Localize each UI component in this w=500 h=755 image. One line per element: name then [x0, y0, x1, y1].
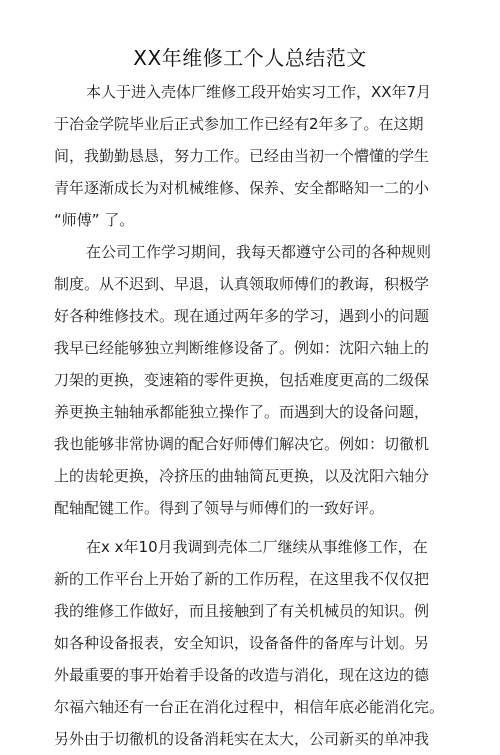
paragraph-3-line-3: 我的维修工作做好，而且接触到了有关机械员的知识。例	[54, 602, 430, 620]
paragraph-2-line-8: 上的齿轮更换，冷挤压的曲轴简瓦更换，以及沈阳六轴分	[54, 467, 430, 485]
paragraph-2-line-1: 在公司工作学习期间，我每天都遵守公司的各种规则	[86, 243, 432, 261]
paragraph-2-line-3: 好各种维修技术。现在通过两年多的学习，遇到小的问题	[54, 307, 430, 325]
paragraph-1-line-5: “师傅” 了。	[54, 211, 135, 229]
paragraph-2-line-2: 制度。从不迟到、早退，认真领取师傅们的教诲，积极学	[54, 275, 430, 293]
paragraph-2-line-4: 我早已经能够独立判断维修设备了。例如：沈阳六轴上的	[54, 339, 430, 357]
paragraph-2-line-9: 配轴配键工作。得到了领导与师傅们的一致好评。	[54, 499, 385, 517]
paragraph-1-line-1: 本人于进入壳体厂维修工段开始实习工作，XX年7月	[86, 83, 432, 101]
paragraph-2-line-5: 刀架的更换，变速箱的零件更换，包括难度更高的二级保	[54, 371, 430, 389]
document-title: XX年维修工个人总结范文	[133, 46, 367, 70]
paragraph-3-line-1: 在x x年10月我调到壳体二厂继续从事维修工作，在	[86, 538, 428, 556]
paragraph-3-line-4: 如各种设备报表，安全知识，设备备件的备库与计划。另	[54, 634, 430, 652]
paragraph-2-line-6: 养更换主轴轴承都能独立操作了。而遇到大的设备问题，	[54, 403, 430, 421]
paragraph-2-line-7: 我也能够非常协调的配合好师傅们解决它。例如：切徹机	[54, 435, 430, 453]
paragraph-1-line-3: 间，我勤勤恳恳，努力工作。已经由当初一个懵懂的学生	[54, 147, 430, 165]
paragraph-1-line-4: 青年逐渐成长为对机械维修、保养、安全都略知一二的小	[54, 179, 430, 197]
paragraph-3-line-7: 另外由于切徹机的设备消耗实在太大，公司新买的单冲我	[54, 730, 430, 748]
paragraph-1-line-2: 于冶金学院毕业后正式参加工作已经有2年多了。在这期	[54, 115, 424, 133]
paragraph-3-line-6: 尔福六轴还有一台正在消化过程中，相信年底必能消化完。	[54, 698, 445, 716]
paragraph-3-line-5: 外最重要的事开始着手设备的改造与消化，现在这边的德	[54, 666, 430, 684]
paragraph-3-line-2: 新的工作平台上开始了新的工作历程，在这里我不仅仅把	[54, 570, 430, 588]
